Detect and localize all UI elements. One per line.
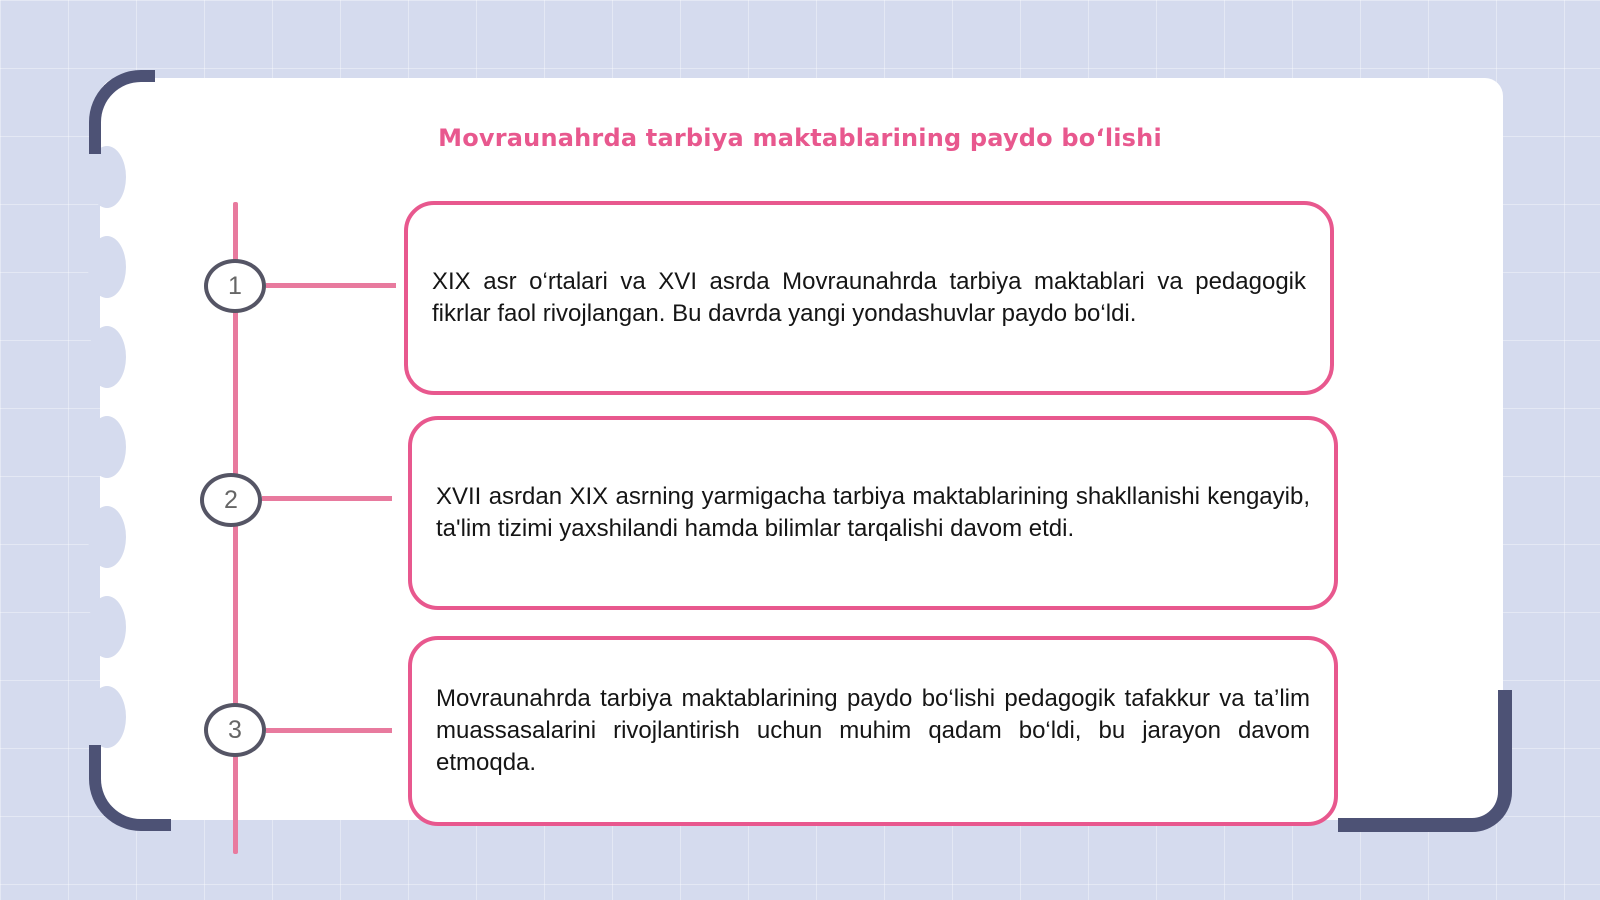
card-scallop-edge — [88, 506, 126, 568]
timeline-step-number: 3 — [204, 703, 266, 757]
card-scallop-edge — [88, 146, 126, 208]
timeline-item-text: Movraunahrda tarbiya maktablarining paydo bo‘lishi pedagogik tafakkur va ta’lim muassasalarini rivojlantirish uchun muhim qadam bo‘ldi, bu jarayon davom etmoqda. — [436, 685, 1310, 776]
card-scallop-edge — [88, 596, 126, 658]
timeline-connector-2 — [262, 496, 392, 501]
timeline-item-text: XIX asr o‘rtalari va XVI asrda Movraunahrda tarbiya maktablari va pedagogik fikrlar faol rivojlangan. Bu davrda yangi yondashuvlar paydo bo‘ldi. — [432, 268, 1306, 327]
slide-title: Movraunahrda tarbiya maktablarining paydo bo‘lishi — [438, 124, 1162, 152]
timeline-step-number: 1 — [204, 259, 266, 313]
card-scallop-edge — [88, 326, 126, 388]
timeline-connector-3 — [266, 728, 392, 733]
card-scallop-edge — [88, 416, 126, 478]
card-scallop-edge — [88, 686, 126, 748]
frame-corner-bottom-left — [89, 745, 171, 831]
timeline-item-text: XVII asrdan XIX asrning yarmigacha tarbiya maktablarining shakllanishi kengayib, ta'lim tizimi yaxshilandi hamda bilimlar tarqalishi davom etdi. — [436, 483, 1310, 542]
timeline-step-number: 2 — [200, 473, 262, 527]
card-scallop-edge — [88, 236, 126, 298]
timeline-item-box — [408, 416, 1338, 610]
timeline-item-box — [408, 636, 1338, 826]
timeline-item-box — [404, 201, 1334, 395]
timeline-connector-1 — [266, 283, 396, 288]
frame-corner-bottom-right — [1338, 690, 1512, 832]
